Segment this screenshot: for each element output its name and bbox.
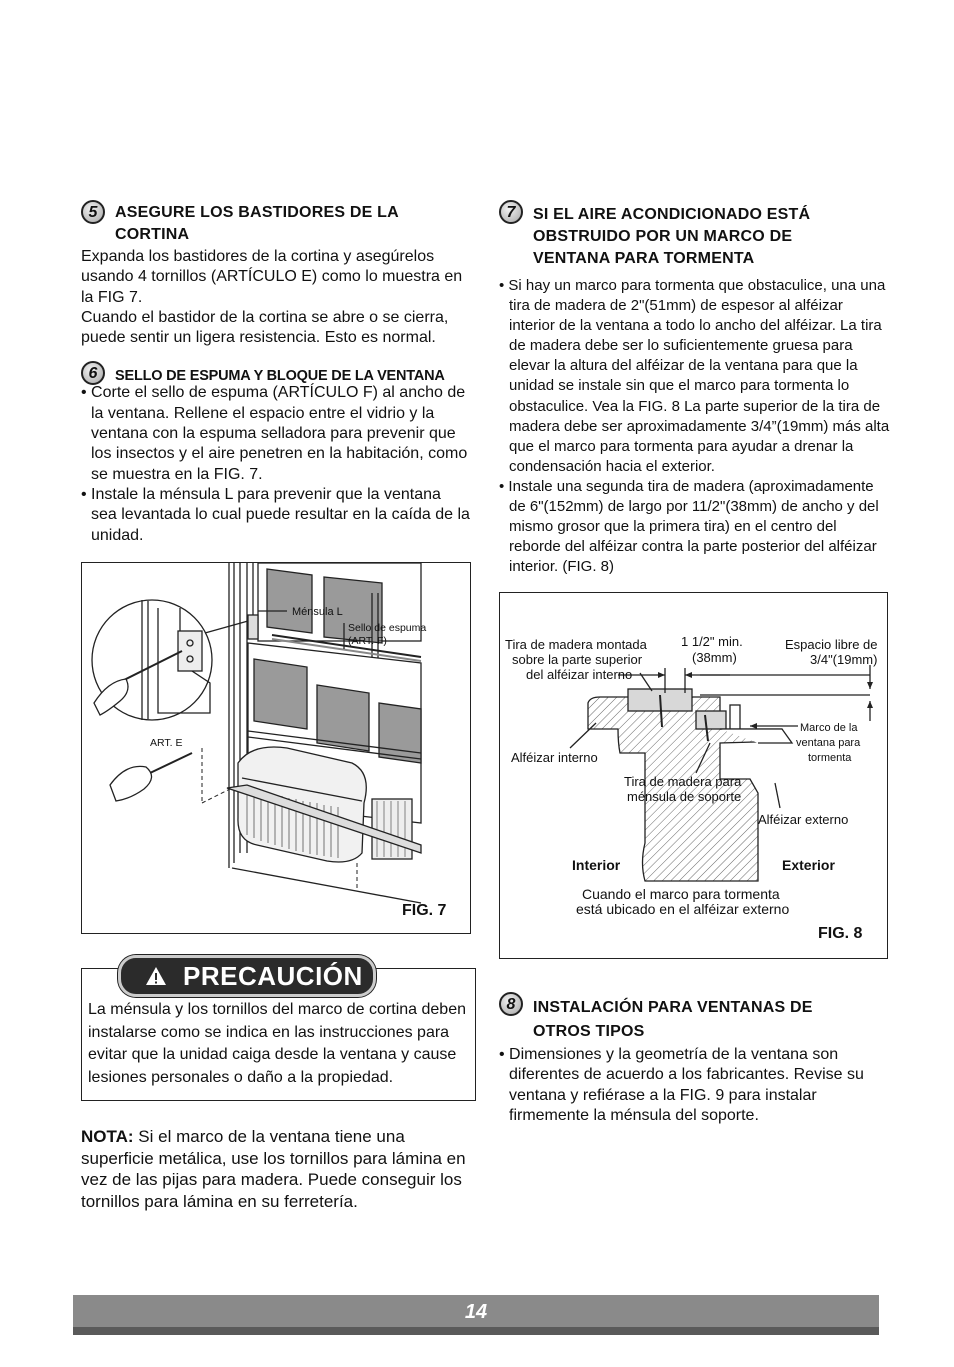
step-7-heading (499, 200, 891, 270)
page-footer (73, 1295, 879, 1335)
step-6-number: 6 (81, 361, 105, 385)
figure-8 (499, 592, 888, 959)
fig8-tira-top-1: Tira de madera montada (505, 637, 647, 652)
warning-icon (145, 966, 167, 986)
step-5-number: 5 (81, 200, 105, 224)
fig8-alfeizar-externo: Alféizar externo (758, 812, 849, 827)
fig8-caption-1: Cuando el marco para tormenta (582, 886, 780, 902)
note-text: Si el marco de la ventana tiene una superficie metálica, use los tornillos para lámina en vez de las pijas para madera. Puede conseguir los tornillos para lámina en su ferretería. (81, 1127, 466, 1212)
fig8-tira-soporte-1: Tira de madera para (624, 774, 742, 789)
caution-title: PRECAUCIÓN (183, 960, 363, 991)
figure-7-illustration (82, 563, 470, 933)
step-6-bullet-2: • Instale la ménsula L para prevenir que la ventana sea levantada lo cual puede resultar en la caída de la unidad. (81, 485, 470, 544)
figure-7-label: FIG. 7 (402, 902, 447, 919)
fig8-tira-soporte-2: ménsula de soporte (627, 789, 742, 804)
step-5-section (81, 200, 471, 546)
fig8-tira-top-2: sobre la parte superior (512, 652, 643, 667)
fig8-alfeizar-interno: Alféizar interno (511, 750, 598, 765)
step-5-heading (81, 200, 471, 246)
step-6-title: SELLO DE ESPUMA Y BLOQUE DE LA VENTANA (115, 368, 445, 385)
step-6-bullet-1: • Corte el sello de espuma (ARTÍCULO F) al ancho de la ventana. Rellene el espacio entre el vidrio y la ventana con la espuma selladora para prevenir que los insectos y el aire penetren en la habitación, como se muestra en la FIG. 7. (81, 384, 468, 483)
caution-text: La ménsula y los tornillos del marco de cortina deben instalarse como se indica en las instrucciones para evitar que la unidad caiga desde la ventana y cause lesiones personales o daño a la propiedad. (88, 1001, 466, 1086)
note-label: NOTA: (81, 1127, 134, 1146)
note-paragraph (81, 1126, 471, 1213)
fig8-espacio-2: 3/4"(19mm) (810, 652, 878, 667)
caution-banner (118, 955, 376, 997)
step-8-heading (499, 992, 891, 1044)
fig8-marco-3: tormenta (808, 752, 852, 764)
fig8-exterior: Exterior (782, 857, 835, 873)
fig8-min-1: 1 1/2" min. (681, 634, 743, 649)
step-7-section (499, 200, 891, 577)
step-7-bullet-1: • Si hay un marco para tormenta que obstaculice, una una tira de madera de 2"(51mm) de espesor al alféizar interior de la ventana a todo lo ancho del alféizar. La tira de madera debe ser lo suficientemente gruesa para elevar la altura del alféizar de la ventana para que la unidad se instale sin que el marco para tormenta lo obstaculice. Vea la FIG. 8 La parte superior de la tira de madera debe ser aproximadamente 3/4”(19mm) más alta que el marco para tormenta para ayudar a drenar la condensación hacia el exterior. (499, 277, 890, 475)
step-7-bullet-2: • Instale una segunda tira de madera (aproximadamente de 6"(152mm) de largo por 11/2"(38mm) de ancho y del mismo grosor que la primera tira) en el centro del reborde del alféizar contra la parte posterior del alféizar interior. (FIG. 8) (499, 477, 879, 576)
fig7-art-e-label: ART. E (150, 737, 183, 749)
step-8-bullet-1: • Dimensiones y la geometría de la ventana son diferentes de acuerdo a los fabricantes. Revise su ventana y refiérase a la FIG. 9 para instalar firmemente la ménsula del soporte. (499, 1046, 864, 1124)
fig8-marco-1: Marco de la (800, 722, 858, 734)
page-number: 14 (464, 1301, 488, 1323)
step-8-number: 8 (499, 992, 523, 1016)
step-8-section (499, 992, 891, 1126)
fig7-sello-label-1: Sello de espuma (348, 622, 427, 634)
step-5-title: ASEGURE LOS BASTIDORES DE LA CORTINA (115, 204, 399, 243)
step-5-paragraph-2: Cuando el bastidor de la cortina se abre o se cierra, puede sentir un ligera resistencia. Esto es normal. (81, 308, 449, 347)
fig7-mensula-label: Ménsula L (292, 606, 343, 618)
fig8-min-2: (38mm) (692, 650, 737, 665)
step-5-paragraph-1: Expanda los bastidores de la cortina y asegúrelos usando 4 tornillos (ARTÍCULO E) como lo muestra en la FIG 7. (81, 248, 463, 306)
figure-7 (81, 562, 471, 934)
fig8-caption-2: está ubicado en el alféizar externo (576, 901, 790, 917)
step-7-number: 7 (499, 200, 523, 224)
step-8-title: INSTALACIÓN PARA VENTANAS DE OTROS TIPOS (533, 999, 813, 1040)
step-7-title: SI EL AIRE ACONDICIONADO ESTÁ OBSTRUIDO POR UN MARCO DE VENTANA PARA TORMENTA (533, 206, 811, 267)
figure-8-label: FIG. 8 (818, 925, 863, 942)
fig7-sello-label-2: (ART. F) (348, 635, 387, 647)
fig8-interior: Interior (572, 857, 621, 873)
fig8-marco-2: ventana para (796, 737, 861, 749)
fig8-tira-top-3: del alféizar interno (526, 667, 633, 682)
fig8-espacio-1: Espacio libre de (785, 637, 878, 652)
